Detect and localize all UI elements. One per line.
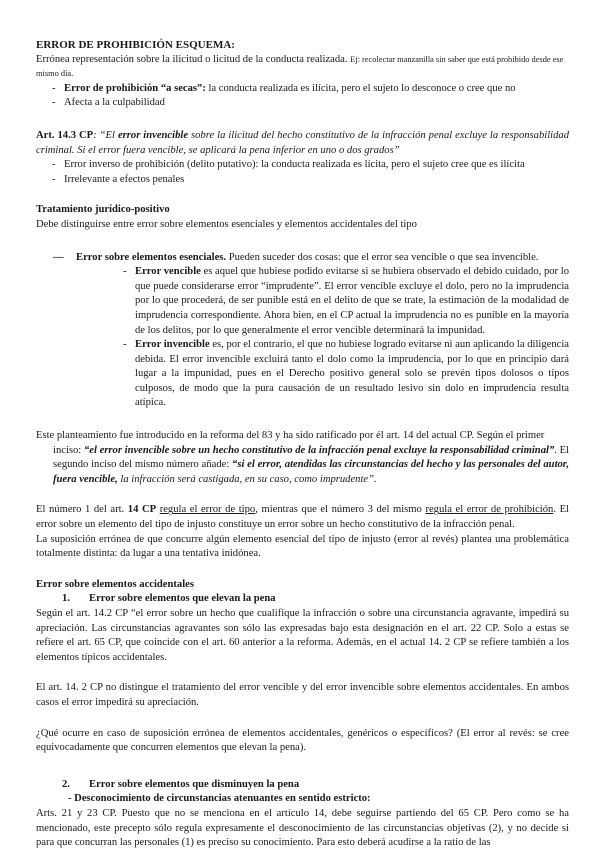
list-item: - Error vencible es aquel que hubiese podido evitarse si se hubiera observado el debido cuidado, por lo que puede considerarse error “imprudente”. El error vencible excluye el dolo, pero no la imprudencia por lo que procederá, de ser punible está en el delito de que se trate, la estimación de la modalidad de imprudencia correspondiente. Ahora bien, en el CP actual la imprudencia no es punible en la mayoría de los delitos, por lo que generalmente el error vencible determinará la impunidad. [127,265,569,338]
arts-21-23-paragraph: Arts. 21 y 23 CP. Puesto que no se menciona en el artículo 14, debe seguirse partiendo del 65 CP. Pero como se ha mencionado, este precepto sólo regula expresamente el desconocimiento de las circunstancias objetivas (2), y no decide si para que concurran las personales (1) es preciso su conocimiento. Para esto deberá acudirse a la ratio de las [36,807,569,849]
list-item: - Error de prohibición “a secas”: la conducta realizada es ilícita, pero el sujeto lo desconoce o cree que no [36,82,569,97]
list-item: - Irrelevante a efectos penales [36,173,569,188]
document-title: ERROR DE PROHIBICIÓN ESQUEMA: [36,39,235,51]
esenciales-item: — Error sobre elementos esenciales. Pueden suceder dos cosas: que el error sea vencible o que sea invencible. [36,251,569,266]
question-paragraph: ¿Qué ocurre en caso de suposición errónea de elementos accidentales, genéricos o específicos? (El error al revés: se cree equivocadamente que concurren elementos que elevan la pena). [36,727,569,754]
intro-example: Ej: recolectar manzanilla sin saber que está prohibido desde ese mismo día. [36,54,564,79]
art-14-2-second-paragraph: El art. 14. 2 CP no distingue el tratamiento del error vencible y del error invencible sobre elementos accidentales. En ambos casos el error impedirá su apreciación. [36,682,569,708]
suposicion-paragraph: La suposición errónea de que concurre algún elemento esencial del tipo de injusto (error al revés) plantea una problemática totalmente distinta: da lugar a una tentativa inidónea. [36,533,569,560]
numero-paragraph: El número 1 del art. 14 CP regula el error de tipo, mientras que el número 3 del mismo regula el error de prohibición. El error sobre un elemento del tipo de injusto constituye un error sobre un hecho constitutivo de la infracción penal. [36,504,569,531]
numbered-heading: 1. Error sobre elementos que elevan la pena [62,593,276,605]
sub-heading: - Desconocimiento de circunstancias atenuantes en sentido estricto: [68,793,371,805]
art-14-2-paragraph: Según el art. 14.2 CP “el error sobre un hecho que cualifique la infracción o sobre una circunstancia agravante, impedirá su apreciación. Las circunstancias agravantes son sólo las expresadas bajo esta designación en el art. 22 CP. Solo a estas se refiere el art. 65 CP, que coincide con el art. 60 anterior a la reforma. Además, en el actual 14. 2 CP se refiere también a los elementos típicos accidentales. [36,608,569,663]
tratamiento-paragraph: Debe distinguirse entre error sobre elementos esenciales y elementos accidentales del tipo [36,218,417,230]
em-dash-mark: — [53,251,64,263]
art-14-3-paragraph: Art. 14.3 CP: “El error invencible sobre la ilicitud del hecho constitutivo de la infracción penal excluye la responsabilidad criminal. Si el error fuera vencible, se aplicará la pena inferior en uno o dos grados” [36,129,569,156]
intro-paragraph: Errónea representación sobre la ilicitud o licitud de la conducta realizada. Ej: recolectar manzanilla sin saber que está prohibido desde ese mismo día. [36,53,564,79]
numbered-heading: 2. Error sobre elementos que disminuyen la pena [62,778,300,790]
section-heading: Error sobre elementos accidentales [36,578,194,590]
intro-list [36,82,569,111]
section-heading: Tratamiento jurídico-positivo [36,204,170,216]
list-item: - Error inverso de prohibición (delito putativo): la conducta realizada es lícita, pero el sujeto cree que es ilícita [36,158,569,173]
esenciales-sublist [36,265,569,411]
list-item: - Afecta a la culpabilidad [36,96,569,111]
planteamiento-paragraph: Este planteamiento fue introducido en la reforma del 83 y ha sido ratificado por él art. 14 del actual CP. Según el primer [36,430,545,442]
list-item: - Error invencible es, por el contrario, el que no hubiese logrado evitarse ni aun aplicando la diligencia debida. El error invencible excluirá tanto el dolo como la imprudencia, por lo que en principio dará lugar a la impunidad, pues en el Derecho positivo general solo se prevén tipos dolosos o tipos culposos, de modo que la pura causación de un resultado lesivo sin dolo en imprudencia resulta atípica. [127,338,569,411]
art-14-3-list [36,158,569,187]
planteamiento-quote: inciso: “el error invencible sobre un hecho constitutivo de la infracción penal excluye la responsabilidad criminal”. El segundo inciso del mismo número añade: “si el error, atendidas las circunstancias del hecho y las personales del autor, fuera vencible, la infracción será castigada, en su caso, como imprudente”. [53,444,570,485]
